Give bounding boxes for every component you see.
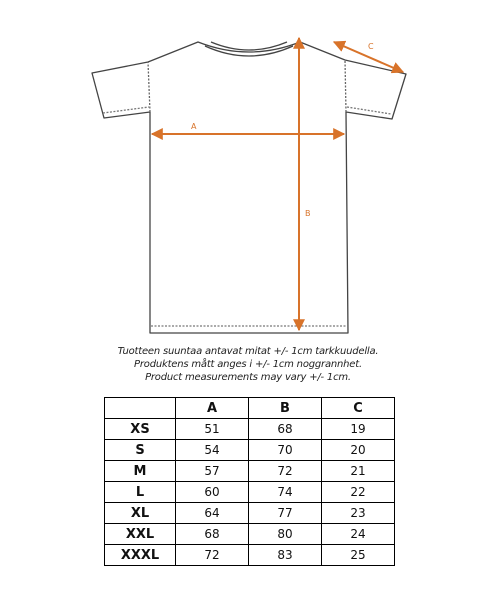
- value-b-cell: 80: [249, 524, 322, 545]
- value-a-cell: 57: [176, 461, 249, 482]
- size-chart-table: [104, 397, 395, 566]
- dimension-a-label: A: [191, 122, 197, 131]
- dimension-c-label: C: [368, 42, 374, 51]
- measurement-note-english: Product measurements may vary +/- 1cm.: [145, 372, 351, 383]
- table-row: [105, 482, 395, 503]
- value-b-cell: 74: [249, 482, 322, 503]
- size-chart-header-row: [105, 398, 395, 419]
- table-row: [105, 461, 395, 482]
- table-row: [105, 524, 395, 545]
- size-cell: XXXL: [105, 545, 176, 566]
- dimension-a-arrow: [152, 122, 344, 134]
- value-c-cell: 25: [322, 545, 395, 566]
- tshirt-outline: [92, 42, 406, 333]
- dimension-b-label: B: [305, 209, 311, 218]
- table-row: [105, 545, 395, 566]
- value-a-cell: 68: [176, 524, 249, 545]
- measurement-note-finnish: Tuotteen suuntaa antavat mitat +/- 1cm tarkkuudella.: [117, 346, 379, 357]
- value-b-cell: 70: [249, 440, 322, 461]
- value-c-cell: 24: [322, 524, 395, 545]
- header-b: B: [249, 398, 322, 419]
- size-cell: L: [105, 482, 176, 503]
- table-row: [105, 440, 395, 461]
- value-a-cell: 54: [176, 440, 249, 461]
- size-cell: XS: [105, 419, 176, 440]
- dimension-b-arrow: [299, 38, 311, 330]
- header-size: [105, 398, 176, 419]
- table-row: [105, 503, 395, 524]
- size-cell: XL: [105, 503, 176, 524]
- value-a-cell: 60: [176, 482, 249, 503]
- size-cell: XXL: [105, 524, 176, 545]
- header-c: C: [322, 398, 395, 419]
- dimension-c-arrow: [334, 42, 403, 72]
- value-c-cell: 21: [322, 461, 395, 482]
- header-a: A: [176, 398, 249, 419]
- table-row: [105, 419, 395, 440]
- value-b-cell: 77: [249, 503, 322, 524]
- value-b-cell: 72: [249, 461, 322, 482]
- value-b-cell: 68: [249, 419, 322, 440]
- value-c-cell: 22: [322, 482, 395, 503]
- value-a-cell: 64: [176, 503, 249, 524]
- value-b-cell: 83: [249, 545, 322, 566]
- value-a-cell: 72: [176, 545, 249, 566]
- value-c-cell: 20: [322, 440, 395, 461]
- size-cell: S: [105, 440, 176, 461]
- value-c-cell: 23: [322, 503, 395, 524]
- value-a-cell: 51: [176, 419, 249, 440]
- size-cell: M: [105, 461, 176, 482]
- measurement-note-swedish: Produktens mått anges i +/- 1cm noggrannhet.: [134, 359, 362, 370]
- value-c-cell: 19: [322, 419, 395, 440]
